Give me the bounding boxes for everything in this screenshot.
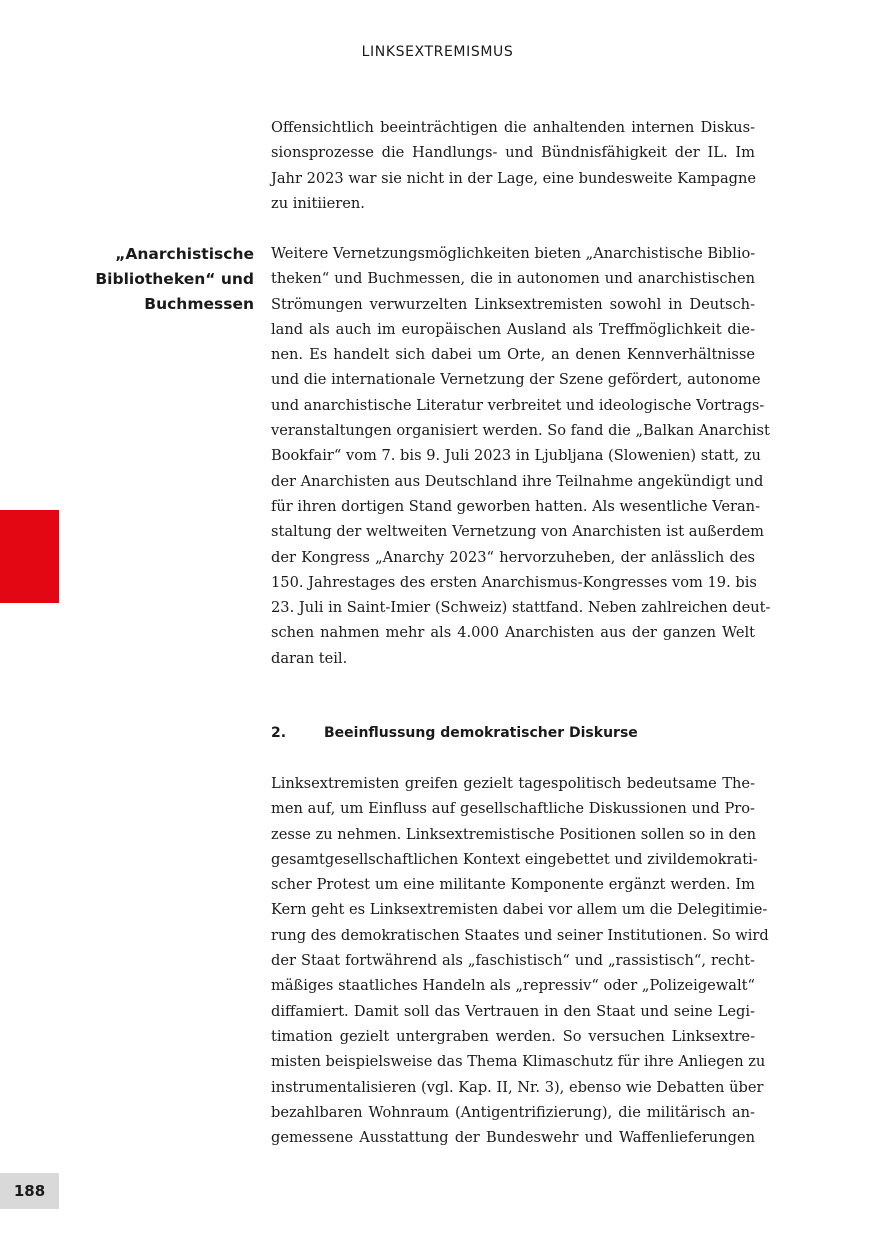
paragraph-line: und anarchistische Literatur verbreitet und ideologische Vortrags- <box>271 396 765 414</box>
paragraph-line: sionsprozesse die Handlungs- und Bündnisfähigkeit der IL. Im <box>271 144 755 162</box>
margin-heading <box>60 242 254 317</box>
paragraph-line: gesamtgesellschaftlichen Kontext eingebettet und zivildemokrati- <box>271 850 758 868</box>
paragraph-line: mäßiges staatliches Handeln als „repressiv“ oder „Polizeigewalt“ <box>271 977 755 995</box>
paragraph-line: zesse zu nehmen. Linksextremistische Positionen sollen so in den <box>271 825 757 843</box>
paragraph-line: und die internationale Vernetzung der Szene gefördert, autonome <box>271 371 761 389</box>
paragraph-line: diffamiert. Damit soll das Vertrauen in den Staat und seine Legi- <box>271 1002 755 1020</box>
paragraph-line: der Kongress „Anarchy 2023“ hervorzuheben, der anlässlich des <box>271 548 755 566</box>
paragraph-line: 23. Juli in Saint-Imier (Schweiz) stattfand. Neben zahlreichen deut- <box>271 599 771 617</box>
paragraph-democratic-discourse <box>271 771 769 1150</box>
paragraph-line: land als auch im europäischen Ausland als Treffmöglichkeit die- <box>271 320 755 338</box>
paragraph-line: daran teil. <box>271 649 348 667</box>
margin-heading-line: „Anarchistische <box>115 245 254 263</box>
paragraph-line: misten beispielsweise das Thema Klimaschutz für ihre Anliegen zu <box>271 1053 766 1071</box>
paragraph-line: nen. Es handelt sich dabei um Orte, an denen Kennverhältnisse <box>271 346 755 364</box>
margin-heading-line: Bibliotheken“ und <box>95 270 254 288</box>
margin-heading-line: Buchmessen <box>144 295 254 313</box>
paragraph-line: der Staat fortwährend als „faschistisch“ und „rassistisch“, recht- <box>271 952 755 970</box>
paragraph-line: der Anarchisten aus Deutschland ihre Teilnahme angekündigt und <box>271 472 764 490</box>
paragraph-line: timation gezielt untergraben werden. So versuchen Linksextre- <box>271 1027 755 1045</box>
paragraph-line: scher Protest um eine militante Komponente ergänzt werden. Im <box>271 876 755 894</box>
paragraph-line: gemessene Ausstattung der Bundeswehr und Waffenlieferungen <box>271 1129 755 1147</box>
section-title: Beeinflussung demokratischer Diskurse <box>324 725 638 741</box>
paragraph-line: Kern geht es Linksextremisten dabei vor allem um die Delegitimie- <box>271 901 768 919</box>
section-heading <box>271 723 638 743</box>
paragraph-line: theken“ und Buchmessen, die in autonomen und anarchistischen <box>271 270 755 288</box>
paragraph-line: Strömungen verwurzelten Linksextremisten sowohl in Deutsch- <box>271 295 755 313</box>
paragraph-anarchist-libraries <box>271 241 771 671</box>
paragraph-line: 150. Jahrestages des ersten Anarchismus-Kongresses vom 19. bis <box>271 573 757 591</box>
paragraph-line: Weitere Vernetzungsmöglichkeiten bieten „Anarchistische Biblio- <box>271 245 756 262</box>
paragraph-line: Offensichtlich beeinträchtigen die anhaltenden internen Diskus- <box>271 119 755 136</box>
chapter-marker-tab <box>0 510 59 603</box>
paragraph-line: Jahr 2023 war sie nicht in der Lage, eine bundesweite Kampagne <box>271 169 757 187</box>
paragraph-line: instrumentalisieren (vgl. Kap. II, Nr. 3), ebenso wie Debatten über <box>271 1078 764 1096</box>
paragraph-line: schen nahmen mehr als 4.000 Anarchisten aus der ganzen Welt <box>271 624 755 642</box>
running-header: LINKSEXTREMISMUS <box>361 44 514 60</box>
paragraph-line: Bookfair“ vom 7. bis 9. Juli 2023 in Ljubljana (Slowenien) statt, zu <box>271 447 761 465</box>
paragraph-intro <box>271 115 755 216</box>
page-number: 188 <box>0 1173 59 1209</box>
paragraph-line: zu initiieren. <box>271 194 365 212</box>
paragraph-line: men auf, um Einfluss auf gesellschaftliche Diskussionen und Pro- <box>271 800 755 818</box>
paragraph-line: veranstaltungen organisiert werden. So fand die „Balkan Anarchist <box>271 422 770 440</box>
paragraph-line: für ihren dortigen Stand geworben hatten. Als wesentliche Veran- <box>271 497 760 515</box>
paragraph-line: rung des demokratischen Staates und seiner Institutionen. So wird <box>271 926 769 944</box>
paragraph-line: bezahlbaren Wohnraum (Antigentrifizierung), die militärisch an- <box>271 1103 755 1121</box>
section-number: 2. <box>271 725 287 741</box>
paragraph-line: staltung der weltweiten Vernetzung von Anarchisten ist außerdem <box>271 523 765 541</box>
paragraph-line: Linksextremisten greifen gezielt tagespolitisch bedeutsame The- <box>271 775 755 792</box>
